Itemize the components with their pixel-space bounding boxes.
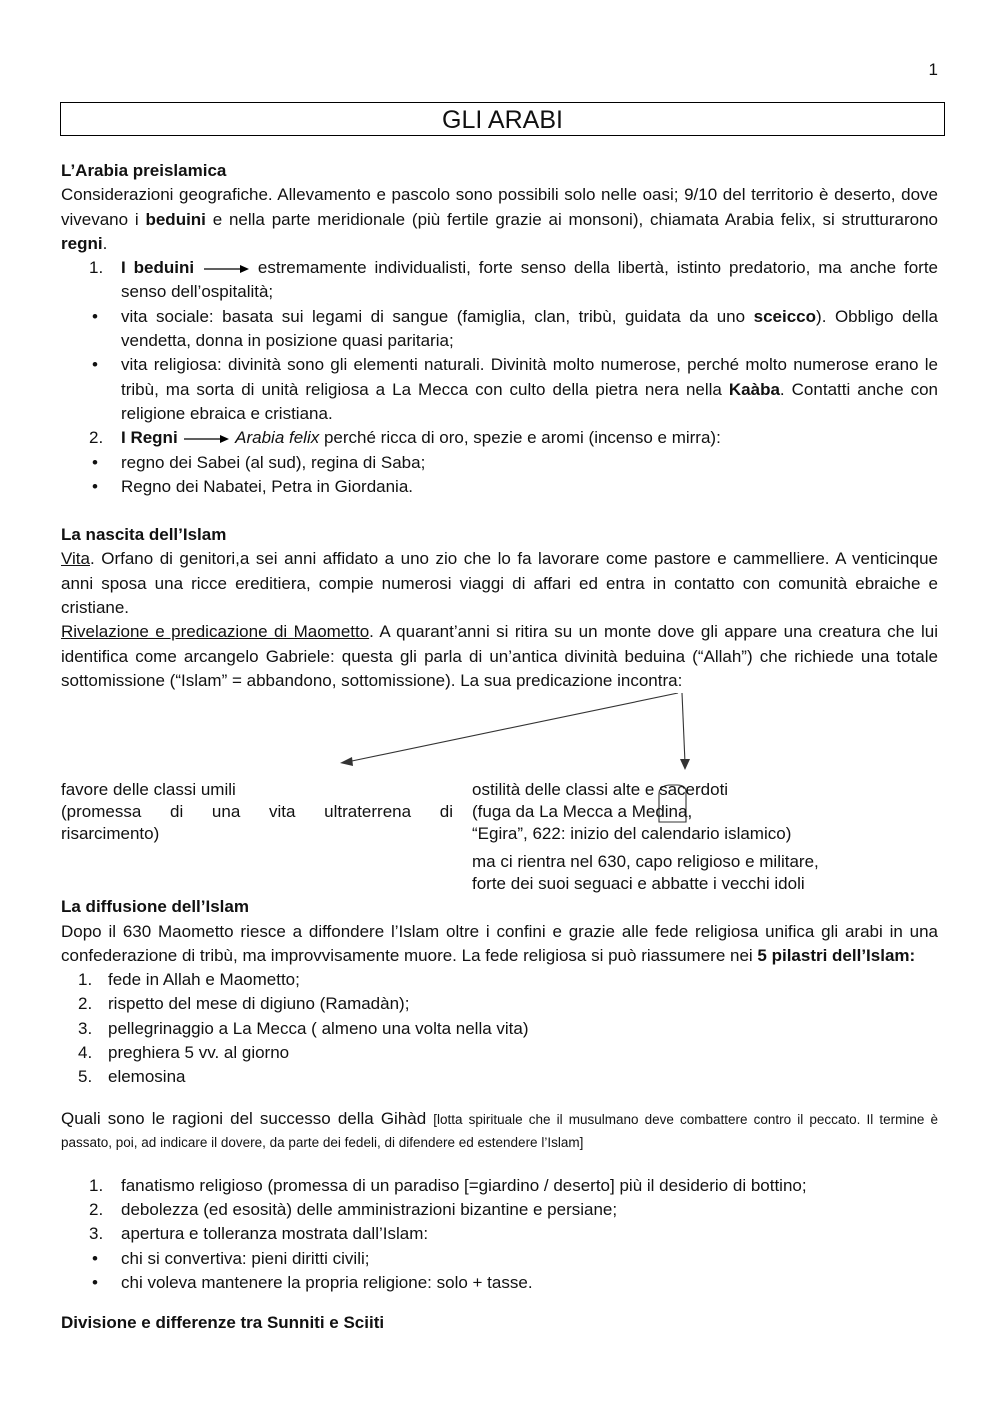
list-item — [61, 1198, 938, 1222]
list-item — [61, 305, 938, 354]
list-item — [61, 992, 938, 1016]
italic-run: Arabia felix — [235, 428, 320, 448]
list-item-text: apertura e tolleranza mostrata dall’Islam: — [121, 1224, 429, 1244]
bold-run: I beduini — [121, 258, 195, 278]
list-item-text: pellegrinaggio a La Mecca ( almeno una volta nella vita) — [108, 1018, 529, 1038]
text-run: estremamente individualisti, forte senso della libertà, istinto predatorio, ma anche forte senso dell’ospitalità; — [121, 258, 938, 302]
list-number: 3. — [89, 1224, 104, 1244]
list-item-text: preghiera 5 vv. al giorno — [108, 1043, 290, 1063]
bold-run: 5 pilastri dell’Islam: — [757, 945, 916, 965]
list-item — [61, 1017, 938, 1041]
note-run: [lotta spirituale che il musulmano deve combattere contro il peccato. Il termine è passato, poi, ad indicare il dovere, da parte dei fedeli, di difendere ed estendere l’Islam] — [61, 1111, 938, 1150]
list-number: 1. — [89, 1175, 104, 1195]
text-line: favore delle classi umili — [61, 780, 236, 800]
spacer — [61, 1090, 938, 1108]
paragraph-diffusione — [61, 920, 938, 969]
column-favore — [61, 779, 453, 845]
text-line: (promessa di una vita ultraterrena di — [61, 802, 453, 822]
list-item — [61, 426, 938, 450]
bold-run: beduini — [145, 209, 206, 229]
bullet-icon: • — [92, 355, 98, 375]
list-number: 1. — [78, 970, 93, 990]
text-run: vita sociale: basata sui legami di sangue (famiglia, clan, tribù, guidata da uno — [121, 306, 754, 326]
list-item — [61, 1247, 938, 1271]
list-number: 4. — [78, 1043, 93, 1063]
text-run: regno dei Sabei (al sud), regina di Saba; — [121, 452, 426, 472]
list-item-text: fede in Allah e Maometto; — [108, 970, 300, 990]
list-item-text: debolezza (ed esosità) delle amministrazioni bizantine e persiane; — [121, 1199, 618, 1219]
arrow-right-icon — [182, 433, 230, 445]
text-run: ). Obbligo della vendetta, donna in posizione quasi paritaria; — [121, 306, 938, 351]
spacer — [61, 1154, 938, 1174]
list-item-text: elemosina — [108, 1067, 186, 1087]
text-run: . Contatti anche con religione ebraica e cristiana. — [121, 379, 938, 423]
column-rientro — [472, 851, 942, 895]
pillars-list — [61, 968, 938, 1089]
bullet-icon: • — [92, 452, 98, 472]
list-item — [61, 475, 938, 499]
text-run: Dopo il 630 Maometto riesce a diffondere l’Islam oltre i confini e grazie alle fede religiosa unifica gli arabi in una confederazione di tribù, ma improvvisamente muore. La fede religiosa si può riassumere nei — [61, 921, 938, 965]
section-heading-preislamica: L’Arabia preislamica — [61, 161, 227, 180]
reasons-list — [61, 1174, 938, 1247]
paragraph-geografia — [61, 183, 938, 256]
text-run: chi si convertiva: pieni diritti civili; — [121, 1248, 370, 1268]
bullet-icon: • — [92, 1272, 98, 1292]
list-item — [61, 256, 938, 305]
list-item — [61, 451, 938, 475]
list-number: 5. — [78, 1067, 93, 1087]
text-run: . — [102, 233, 108, 253]
bullet-icon: • — [92, 1248, 98, 1268]
text-run: perché ricca di oro, spezie e aromi (incenso e mirra): — [319, 428, 721, 448]
spacer — [61, 1295, 938, 1311]
text-run: . Orfano di genitori,a sei anni affidato a uno zio che lo fa lavorare come pastore e cammelliere. A venticinque anni sposa una ricce ereditiera, compie numerosi viaggi di affari ed entra in contatto con comunità ebraiche e cristiane. — [61, 549, 938, 618]
list-number: 1. — [89, 258, 104, 278]
text-run: e nella parte meridionale (più fertile grazie ai monsoni), chiamata Arabia felix, si strutturarono — [205, 209, 938, 229]
paragraph-gihad — [61, 1108, 938, 1154]
text-run: Quali sono le ragioni del successo della Gihàd — [61, 1108, 434, 1128]
paragraph-vita — [61, 547, 938, 620]
document-body — [61, 159, 938, 1335]
text-run: . A quarant’anni si ritira su un monte dove gli appare una creatura che lui identifica come arcangelo Gabriele: questa gli parla di un’antica divinità beduina (“Allah”) che richiede una totale sottomissione (“Islam” = abbandono, sottomissione). La sua predicazione incontra: — [61, 622, 938, 690]
text-line: ostilità delle classi alte e sacerdoti — [472, 780, 729, 800]
text-line: “Egira”, 622: inizio del calendario islamico) — [472, 824, 792, 844]
paragraph-rivelazione — [61, 620, 938, 693]
bold-run: regni — [61, 233, 103, 253]
list-item — [61, 353, 938, 426]
list-item-text: fanatismo religioso (promessa di un paradiso [=giardino / deserto] più il desiderio di bottino; — [121, 1175, 807, 1195]
list-item — [61, 1065, 938, 1089]
text-line: (fuga da La Mecca a Medina, — [472, 802, 693, 822]
text-run: vita religiosa: divinità sono gli elementi naturali. Divinità molto numerose, perché molto numerose erano le tribù, ma sorta di unità religiosa a La Mecca con culto della pietra nera nella — [121, 355, 938, 399]
list-item-text: rispetto del mese di digiuno (Ramadàn); — [108, 994, 410, 1014]
arrow-right-icon — [202, 263, 250, 275]
list-item — [61, 1174, 938, 1198]
list-item — [61, 1271, 938, 1295]
list-number: 2. — [78, 994, 93, 1014]
page-title: GLI ARABI — [60, 102, 945, 136]
section-heading-diffusione: La diffusione dell’Islam — [61, 897, 249, 917]
bold-run: sceicco — [753, 306, 817, 326]
list-item — [61, 1222, 938, 1246]
list-number: 2. — [89, 428, 104, 448]
underlined-run: Vita — [61, 549, 90, 569]
underlined-run: Rivelazione e predicazione di Maometto — [61, 622, 370, 642]
text-line: forte dei suoi seguaci e abbatte i vecchi idoli — [472, 874, 805, 894]
list-number: 3. — [78, 1018, 93, 1038]
bullet-icon: • — [92, 476, 98, 496]
list-item — [61, 1041, 938, 1065]
list-item — [61, 968, 938, 992]
text-run: Considerazioni geografiche. Allevamento e pascolo sono possibili solo nelle oasi; 9/10 del territorio è deserto, dove vivevano i — [61, 185, 938, 229]
bullet-icon: • — [92, 306, 98, 326]
section-heading-nascita: La nascita dell’Islam — [61, 525, 227, 545]
text-line: risarcimento) — [61, 824, 160, 844]
text-line: ma ci rientra nel 630, capo religioso e militare, — [472, 852, 819, 872]
column-ostilita — [472, 779, 942, 845]
spacer — [61, 499, 938, 523]
section-heading-sunniti-sciiti: Divisione e differenze tra Sunniti e Sciiti — [61, 1313, 385, 1333]
bold-run: Kaàba — [728, 379, 780, 399]
bold-run: I Regni — [121, 428, 178, 448]
text-run: Regno dei Nabatei, Petra in Giordania. — [121, 476, 414, 496]
list-number: 2. — [89, 1199, 104, 1219]
page-number: 1 — [928, 60, 938, 79]
text-run: chi voleva mantenere la propria religione: solo + tasse. — [121, 1272, 533, 1292]
